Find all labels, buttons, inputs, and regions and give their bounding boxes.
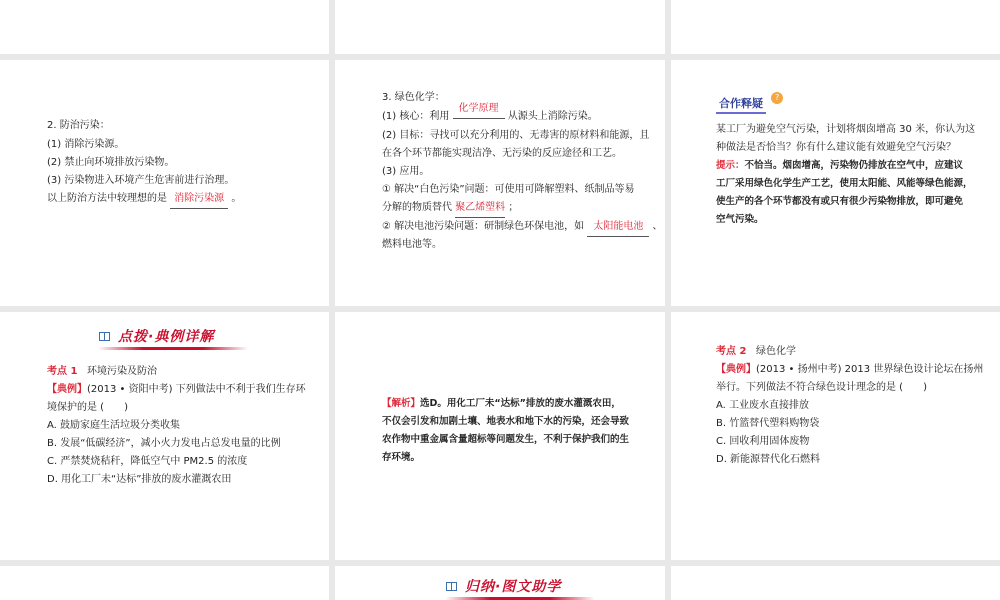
summary-prefix: 以上防治方法中较理想的是 [47,193,167,204]
option-a: A. 鼓励家庭生活垃圾分类收集 [47,420,181,431]
slide-top-right[interactable] [671,0,1000,54]
slide-summary[interactable] [335,566,665,600]
goal-line: (2) 目标：寻找可以充分利用的、无毒害的原材料和能源，且 [382,130,650,141]
example-label: 【典例】 [47,384,87,395]
analysis-text: 选D。用化工厂未“达标”排放的废水灌溉农田， [420,398,621,409]
answer-blank: 太阳能电池 [587,217,649,237]
option-d: D. 用化工厂未“达标”排放的废水灌溉农田 [47,474,232,485]
slide-example-2[interactable] [671,312,1000,560]
kp-label: 考点 2 [716,346,747,357]
core-suffix: 从源头上消除污染。 [507,111,598,122]
tip-line: 工厂采用绿色化学生产工艺，使用太阳能、风能等绿色能源， [716,178,973,189]
kp-line [47,362,157,381]
banner-title: 归纳·图文助学 [465,579,562,595]
example-text: (2013 • 资阳中考) 下列做法中不利于我们生存环 [87,384,306,395]
example-line [47,380,306,399]
analysis-line [382,394,621,413]
book-icon [445,580,458,593]
analysis-line: 农作物中重金属含量超标等问题发生，不利于保护我们的生 [382,434,630,445]
slide-bottom-left[interactable] [0,566,329,600]
question-line: 种做法是否恰当？你有什么建议能有效避免空气污染？ [716,142,956,153]
option-c: C. 回收利用固体废物 [716,436,810,447]
app2-suffix: 、 [652,221,663,232]
kp-line [716,342,796,361]
kp-label: 考点 1 [47,366,78,377]
app1-prefix: 分解的物质替代 [382,202,452,213]
badge-label: 合作释疑 [716,94,766,114]
section-banner [445,574,595,600]
tip-line: 空气污染。 [716,214,764,225]
option-a: A. 工业废水直接排放 [716,400,810,411]
slide-pollution-prevention[interactable] [0,60,329,306]
apply-heading: (3) 应用。 [382,166,430,177]
slide-title: 2. 防治污染： [47,120,110,131]
list-item: (2) 禁止向环境排放污染物。 [47,157,175,168]
question-line: 某工厂为避免空气污染，计划将烟囱增高 30 米，你认为这 [716,124,976,135]
answer-blank: 聚乙烯塑料 [455,198,505,218]
tip-line: 使生产的各个环节都没有或只有很少污染物排放，即可避免 [716,196,964,207]
cooperation-badge [716,92,783,110]
example-text: (2013 • 扬州中考) 2013 世界绿色设计论坛在扬州 [756,364,984,375]
slide-green-chemistry[interactable] [335,60,665,306]
kp-title: 环境污染及防治 [87,366,157,377]
summary-suffix: 。 [231,193,242,204]
option-c: C. 严禁焚烧秸秆，降低空气中 PM2.5 的浓度 [47,456,248,467]
slide-top-middle[interactable] [335,0,665,54]
answer-blank: 消除污染源 [170,189,228,209]
slide-example-1[interactable] [0,312,329,560]
app1-suffix: ； [508,202,519,213]
app-line [382,217,663,237]
slide-bottom-right[interactable] [671,566,1000,600]
kp-title: 绿色化学 [756,346,796,357]
core-prefix: (1) 核心：利用 [382,111,450,122]
list-item: (3) 污染物进入环境产生危害前进行治理。 [47,175,235,186]
analysis-line: 存环境。 [382,452,421,463]
app2-prefix: ② 解决电池污染问题：研制绿色环保电池，如 [382,221,585,232]
example-label: 【典例】 [716,364,756,375]
goal-line: 在各个环节都能实现洁净、无污染的反应途径和工艺。 [382,148,622,159]
analysis-line: 不仅会引发和加剧土壤、地表水和地下水的污染，还会导致 [382,416,630,427]
slide-title: 3. 绿色化学： [382,92,445,103]
answer-blank: 化学原理 [453,99,505,119]
summary-line [47,189,241,209]
core-line [382,103,598,127]
slide-top-left[interactable] [0,0,329,54]
banner-title: 点拨·典例详解 [118,329,215,345]
banner-underline [98,347,248,350]
option-d: D. 新能源替代化石燃料 [716,454,821,465]
book-icon [98,330,111,343]
option-b: B. 竹篮替代塑料购物袋 [716,418,820,429]
slide-analysis[interactable] [335,312,665,560]
example-line: 举行。下列做法不符合绿色设计理念的是 ( ) [716,382,927,393]
app-line [382,198,518,218]
tip-line [716,156,963,175]
list-item: (1) 消除污染源。 [47,139,125,150]
tip-text: 不恰当。烟囱增高，污染物仍排放在空气中，应建议 [744,160,964,171]
app-line: ① 解决“白色污染”问题：可使用可降解塑料、纸制品等易 [382,184,635,195]
example-line: 境保护的是 ( ) [47,402,128,413]
analysis-label: 【解析】 [382,398,421,409]
option-b: B. 发展“低碳经济”，减小火力发电占总发电量的比例 [47,438,281,449]
tip-label: 提示： [716,160,745,171]
question-icon: ? [771,92,783,104]
app-line: 燃料电池等。 [382,239,442,250]
section-banner [98,324,248,350]
example-line [716,360,983,379]
